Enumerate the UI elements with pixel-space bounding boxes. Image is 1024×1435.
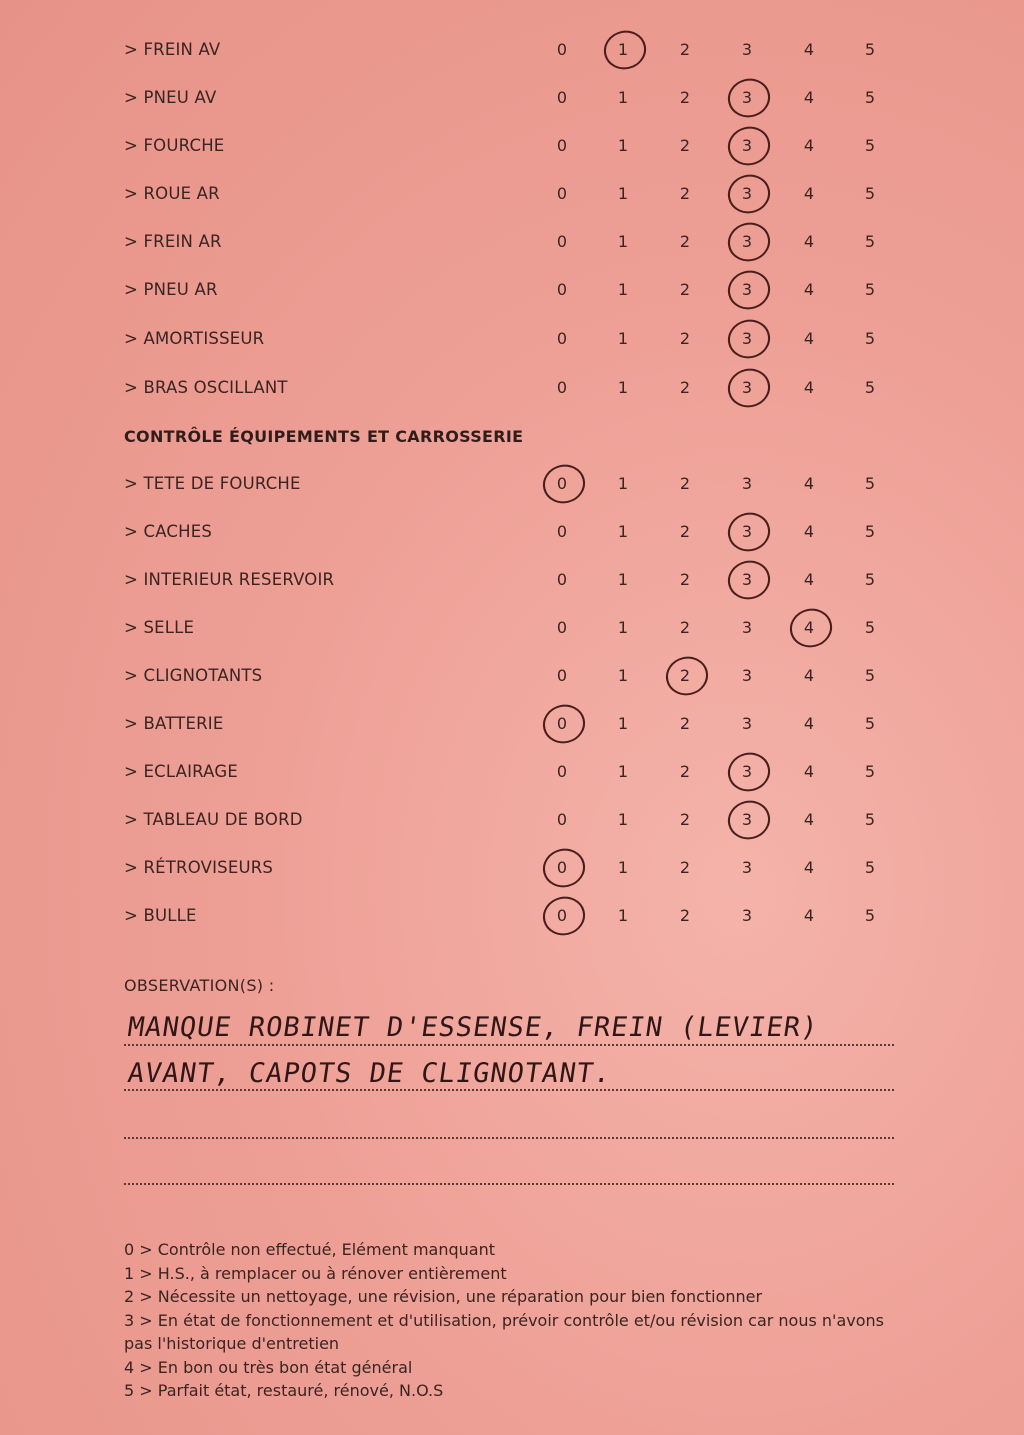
checklist-item-label: > AMORTISSEUR xyxy=(124,329,265,348)
score-option: 3 xyxy=(741,474,753,493)
score-option: 5 xyxy=(864,232,876,251)
score-option: 1 xyxy=(617,136,629,155)
score-option: 1 xyxy=(617,618,629,637)
score-option-circled: 3 xyxy=(727,131,767,161)
checklist-item-label: > PNEU AV xyxy=(124,88,217,107)
score-option: 4 xyxy=(803,329,815,348)
score-option: 2 xyxy=(679,378,691,397)
score-option: 2 xyxy=(679,762,691,781)
score-option: 0 xyxy=(556,618,568,637)
checklist-item-label: > BATTERIE xyxy=(124,714,224,733)
checklist-row xyxy=(0,853,1024,883)
score-option: 1 xyxy=(617,522,629,541)
score-option: 0 xyxy=(556,810,568,829)
checklist-item-label: > FREIN AV xyxy=(124,40,221,59)
score-option: 0 xyxy=(556,762,568,781)
checklist-row xyxy=(0,324,1024,354)
score-option: 4 xyxy=(803,88,815,107)
score-option: 5 xyxy=(864,618,876,637)
score-option: 4 xyxy=(803,280,815,299)
section-title: CONTRÔLE ÉQUIPEMENTS ET CARROSSERIE xyxy=(124,427,524,446)
score-option-circled: 3 xyxy=(727,373,767,403)
score-option-circled: 1 xyxy=(603,35,643,65)
checklist-item-label: > CLIGNOTANTS xyxy=(124,666,263,685)
checklist-row xyxy=(0,613,1024,643)
checklist-row xyxy=(0,469,1024,499)
score-option: 0 xyxy=(556,522,568,541)
score-option: 5 xyxy=(864,280,876,299)
score-option: 2 xyxy=(679,618,691,637)
score-option: 5 xyxy=(864,858,876,877)
score-option: 5 xyxy=(864,906,876,925)
score-option: 5 xyxy=(864,329,876,348)
checklist-item-label: > ECLAIRAGE xyxy=(124,762,238,781)
score-option: 2 xyxy=(679,474,691,493)
score-option: 0 xyxy=(556,570,568,589)
score-option: 5 xyxy=(864,762,876,781)
score-option-circled: 3 xyxy=(727,517,767,547)
checklist-item-label: > SELLE xyxy=(124,618,195,637)
score-option: 4 xyxy=(803,474,815,493)
score-option-circled: 0 xyxy=(542,853,582,883)
observation-dotted-line xyxy=(124,1183,894,1185)
observation-dotted-line xyxy=(124,1089,894,1091)
score-option-circled: 3 xyxy=(727,757,767,787)
score-option: 0 xyxy=(556,232,568,251)
score-option-circled: 2 xyxy=(665,661,705,691)
score-option: 4 xyxy=(803,570,815,589)
score-option-circled: 3 xyxy=(727,227,767,257)
score-option: 4 xyxy=(803,232,815,251)
observations-title: OBSERVATION(S) : xyxy=(124,976,275,995)
score-option: 4 xyxy=(803,906,815,925)
score-option: 1 xyxy=(617,378,629,397)
checklist-row xyxy=(0,565,1024,595)
score-option: 2 xyxy=(679,40,691,59)
score-option: 4 xyxy=(803,378,815,397)
score-option: 4 xyxy=(803,810,815,829)
score-option-circled: 3 xyxy=(727,565,767,595)
score-option: 5 xyxy=(864,714,876,733)
score-option: 3 xyxy=(741,906,753,925)
score-option: 4 xyxy=(803,762,815,781)
score-option: 1 xyxy=(617,88,629,107)
score-option: 4 xyxy=(803,714,815,733)
score-option: 5 xyxy=(864,666,876,685)
score-option-circled: 3 xyxy=(727,179,767,209)
checklist-item-label: > TETE DE FOURCHE xyxy=(124,474,301,493)
score-option: 1 xyxy=(617,858,629,877)
score-option: 3 xyxy=(741,618,753,637)
score-option: 1 xyxy=(617,714,629,733)
checklist-item-label: > ROUE AR xyxy=(124,184,220,203)
checklist-row xyxy=(0,83,1024,113)
score-option: 2 xyxy=(679,714,691,733)
checklist-item-label: > BRAS OSCILLANT xyxy=(124,378,288,397)
score-option: 0 xyxy=(556,88,568,107)
score-option: 1 xyxy=(617,280,629,299)
checklist-item-label: > PNEU AR xyxy=(124,280,218,299)
rating-legend xyxy=(124,1238,904,1403)
score-option: 1 xyxy=(617,762,629,781)
score-option: 2 xyxy=(679,184,691,203)
score-option: 4 xyxy=(803,40,815,59)
checklist-row xyxy=(0,517,1024,547)
observation-dotted-line xyxy=(124,1044,894,1046)
score-option: 0 xyxy=(556,329,568,348)
legend-item: 4 > En bon ou très bon état général xyxy=(124,1357,413,1377)
score-option: 2 xyxy=(679,136,691,155)
score-option-circled: 3 xyxy=(727,275,767,305)
score-option: 4 xyxy=(803,522,815,541)
score-option: 1 xyxy=(617,474,629,493)
score-option: 2 xyxy=(679,810,691,829)
score-option: 3 xyxy=(741,666,753,685)
score-option: 1 xyxy=(617,906,629,925)
score-option: 4 xyxy=(803,184,815,203)
score-option: 5 xyxy=(864,810,876,829)
score-option-circled: 0 xyxy=(542,901,582,931)
score-option: 2 xyxy=(679,329,691,348)
score-option: 5 xyxy=(864,136,876,155)
checklist-row xyxy=(0,661,1024,691)
score-option: 2 xyxy=(679,570,691,589)
score-option: 2 xyxy=(679,858,691,877)
legend-item: 2 > Nécessite un nettoyage, une révision, une réparation pour bien fonctionner xyxy=(124,1287,763,1306)
score-option: 2 xyxy=(679,906,691,925)
checklist-row xyxy=(0,709,1024,739)
score-option: 3 xyxy=(741,858,753,877)
score-option-circled: 0 xyxy=(542,469,582,499)
checklist-row xyxy=(0,757,1024,787)
checklist-row xyxy=(0,227,1024,257)
score-option: 3 xyxy=(741,40,753,59)
score-option: 0 xyxy=(556,136,568,155)
score-option: 2 xyxy=(679,232,691,251)
observation-handwritten-line-2: AVANT, CAPOTS DE CLIGNOTANT. xyxy=(125,1058,614,1089)
checklist-item-label: > RÉTROVISEURS xyxy=(124,858,274,877)
checklist-row xyxy=(0,373,1024,403)
score-option: 1 xyxy=(617,329,629,348)
score-option: 1 xyxy=(617,184,629,203)
score-option: 0 xyxy=(556,40,568,59)
legend-item: 1 > H.S., à remplacer ou à rénover entièrement xyxy=(124,1263,507,1283)
score-option: 5 xyxy=(864,570,876,589)
checklist-row xyxy=(0,179,1024,209)
legend-item: 3 > En état de fonctionnement et d'utilisation, prévoir contrôle et/ou révision car nous n'avons pas l'historique d'entretien xyxy=(124,1310,884,1353)
score-option-circled: 3 xyxy=(727,83,767,113)
checklist-item-label: > BULLE xyxy=(124,906,197,925)
score-option: 0 xyxy=(556,666,568,685)
checklist-row xyxy=(0,35,1024,65)
checklist-row xyxy=(0,805,1024,835)
score-option: 1 xyxy=(617,570,629,589)
score-option-circled: 4 xyxy=(789,613,829,643)
score-option: 1 xyxy=(617,666,629,685)
score-option: 1 xyxy=(617,810,629,829)
score-option: 0 xyxy=(556,280,568,299)
score-option: 2 xyxy=(679,88,691,107)
score-option: 4 xyxy=(803,136,815,155)
score-option: 4 xyxy=(803,666,815,685)
legend-item: 0 > Contrôle non effectué, Elément manquant xyxy=(124,1240,495,1259)
checklist-item-label: > CACHES xyxy=(124,522,213,541)
score-option: 5 xyxy=(864,88,876,107)
checklist-row xyxy=(0,131,1024,161)
score-option: 2 xyxy=(679,522,691,541)
score-option: 5 xyxy=(864,184,876,203)
score-option: 5 xyxy=(864,40,876,59)
checklist-row xyxy=(0,275,1024,305)
score-option: 5 xyxy=(864,522,876,541)
score-option: 0 xyxy=(556,378,568,397)
checklist-row xyxy=(0,901,1024,931)
checklist-item-label: > TABLEAU DE BORD xyxy=(124,810,303,829)
score-option: 2 xyxy=(679,280,691,299)
checklist-item-label: > FOURCHE xyxy=(124,136,225,155)
observation-dotted-line xyxy=(124,1137,894,1139)
score-option: 3 xyxy=(741,714,753,733)
observation-handwritten-line-1: MANQUE ROBINET D'ESSENSE, FREIN (LEVIER) xyxy=(125,1012,821,1043)
checklist-item-label: > FREIN AR xyxy=(124,232,222,251)
checklist-item-label: > INTERIEUR RESERVOIR xyxy=(124,570,335,589)
legend-item: 5 > Parfait état, restauré, rénové, N.O.S xyxy=(124,1381,444,1400)
score-option-circled: 3 xyxy=(727,324,767,354)
score-option: 5 xyxy=(864,378,876,397)
score-option: 5 xyxy=(864,474,876,493)
score-option-circled: 0 xyxy=(542,709,582,739)
score-option: 1 xyxy=(617,232,629,251)
score-option: 0 xyxy=(556,184,568,203)
score-option-circled: 3 xyxy=(727,805,767,835)
score-option: 4 xyxy=(803,858,815,877)
